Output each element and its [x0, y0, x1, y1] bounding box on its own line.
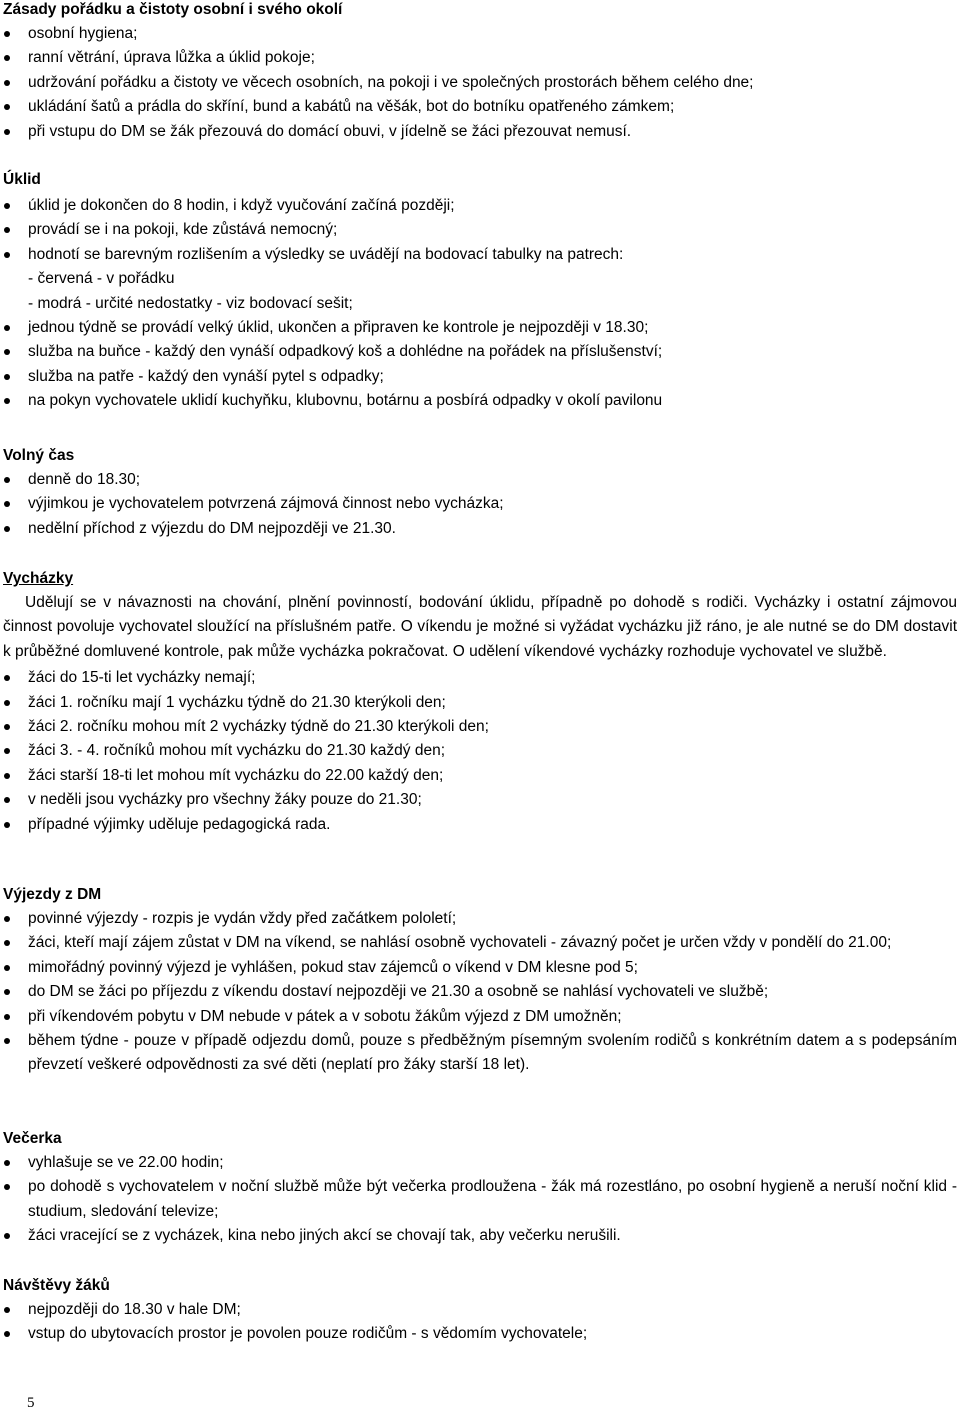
list-item: žáci 3. - 4. ročníků mohou mít vycházku do 21.30 každý den;: [3, 739, 957, 763]
section-title: Úklid: [3, 171, 41, 188]
list-item: po dohodě s vychovatelem v noční službě může být večerka prodloužena - žák má rozestláno, po osobní hygieně a neruší noční klid - studium, sledování televize;: [3, 1175, 957, 1224]
list-item: žáci do 15-ti let vycházky nemají;: [3, 666, 957, 690]
list-item: provádí se i na pokoji, kde zůstává nemocný;: [3, 218, 957, 242]
list-item: výjimkou je vychovatelem potvrzená zájmová činnost nebo vycházka;: [3, 492, 957, 516]
section-title: Výjezdy z DM: [3, 886, 102, 903]
list-item: žáci, kteří mají zájem zůstat v DM na víkend, se nahlásí osobně vychovateli - závazný počet je určen vždy v pondělí do 21.00;: [3, 931, 957, 955]
list-item: nedělní příchod z výjezdu do DM nejpozději ve 21.30.: [3, 517, 957, 541]
section-outings: [3, 569, 957, 837]
bullet-list: [3, 1298, 957, 1347]
list-item: žáci 2. ročníku mohou mít 2 vycházky týdně do 21.30 kterýkoli den;: [3, 715, 957, 739]
list-item: žáci starší 18-ti let mohou mít vycházku do 22.00 každý den;: [3, 764, 957, 788]
section-departures: [3, 885, 957, 1078]
section-cleaning: [3, 170, 957, 414]
section-paragraph: [3, 591, 957, 664]
section-title: Návštěvy žáků: [3, 1277, 110, 1294]
list-item: na pokyn vychovatele uklidí kuchyňku, klubovnu, botárnu a posbírá odpadky v okolí pavilonu: [3, 389, 957, 413]
bullet-list: [3, 1151, 957, 1249]
section-title: Zásady pořádku a čistoty osobní i svého okolí: [3, 1, 343, 18]
list-item: hodnotí se barevným rozlišením a výsledky se uvádějí na bodovací tabulky na patrech:: [3, 243, 957, 267]
bullet-list: [3, 22, 957, 144]
section-free-time: [3, 446, 957, 541]
list-item: během týdne - pouze v případě odjezdu domů, pouze s předběžným písemným svolením rodičů s konkrétním datem a s podepsáním převzetí veškeré odpovědnosti za své děti (neplatí pro žáky starší 18 let).: [3, 1029, 957, 1078]
list-item: udržování pořádku a čistoty ve věcech osobních, na pokoji i ve společných prostorách během celého dne;: [3, 71, 957, 95]
list-item: osobní hygiena;: [3, 22, 957, 46]
list-item: případné výjimky uděluje pedagogická rada.: [3, 813, 957, 837]
section-hygiene: [3, 0, 957, 144]
bullet-list: [3, 907, 957, 1078]
page-number: 5: [27, 1395, 35, 1411]
list-item: při vstupu do DM se žák přezouvá do domácí obuvi, v jídelně se žáci přezouvat nemusí.: [3, 120, 957, 144]
section-title: Volný čas: [3, 447, 75, 464]
list-item: ukládání šatů a prádla do skříní, bund a kabátů na věšák, bot do botníku opatřeného zámkem;: [3, 95, 957, 119]
list-item: nejpozději do 18.30 v hale DM;: [3, 1298, 957, 1322]
list-item: vstup do ubytovacích prostor je povolen pouze rodičům - s vědomím vychovatele;: [3, 1322, 957, 1346]
list-item: mimořádný povinný výjezd je vyhlášen, pokud stav zájemců o víkend v DM klesne pod 5;: [3, 956, 957, 980]
sub-item: - modrá - určité nedostatky - viz bodovací sešit;: [28, 294, 353, 312]
list-item: do DM se žáci po příjezdu z víkendu dostaví nejpozději ve 21.30 a osobně se nahlásí vychovateli ve službě;: [3, 980, 957, 1004]
section-title: Vycházky: [3, 570, 74, 587]
list-item: denně do 18.30;: [3, 468, 957, 492]
list-item: služba na buňce - každý den vynáší odpadkový koš a dohlédne na pořádek na příslušenství;: [3, 340, 957, 364]
list-item: při víkendovém pobytu v DM nebude v pátek a v sobotu žákům výjezd z DM umožněn;: [3, 1005, 957, 1029]
paragraph-text: Udělují se v návaznosti na chování, plnění povinností, bodování úklidu, případně po dohodě s rodiči. Vycházky i ostatní zájmovou činnost povoluje vychovatel sloužící na příslušném patře. O víkendu je možné si vyžádat vycházku již ráno, je ale nutné se do DM dostavit k průběžné domluvené kontrole, pak může vycházka pokračovat. O udělení víkendové vycházky rozhoduje vychovatel ve službě.: [3, 594, 957, 660]
list-item: žáci 1. ročníku mají 1 vycházku týdně do 21.30 kterýkoli den;: [3, 691, 957, 715]
list-item: úklid je dokončen do 8 hodin, i když vyučování začíná později;: [3, 194, 957, 218]
list-item: jednou týdně se provádí velký úklid, ukončen a připraven ke kontrole je nejpozději v 18.30;: [3, 316, 957, 340]
section-title: Večerka: [3, 1130, 62, 1147]
list-item: povinné výjezdy - rozpis je vydán vždy před začátkem pololetí;: [3, 907, 957, 931]
list-item: vyhlašuje se ve 22.00 hodin;: [3, 1151, 957, 1175]
bullet-list: [3, 194, 957, 414]
list-item: služba na patře - každý den vynáší pytel s odpadky;: [3, 365, 957, 389]
section-visits: [3, 1276, 957, 1347]
section-curfew: [3, 1129, 957, 1249]
list-item: v neděli jsou vycházky pro všechny žáky pouze do 21.30;: [3, 788, 957, 812]
sub-item: - červená - v pořádku: [28, 270, 175, 288]
bullet-list: [3, 468, 957, 541]
list-item: ranní větrání, úprava lůžka a úklid pokoje;: [3, 46, 957, 70]
bullet-list: [3, 666, 957, 837]
list-item: žáci vracející se z vycházek, kina nebo jiných akcí se chovají tak, aby večerku nerušili.: [3, 1224, 957, 1248]
